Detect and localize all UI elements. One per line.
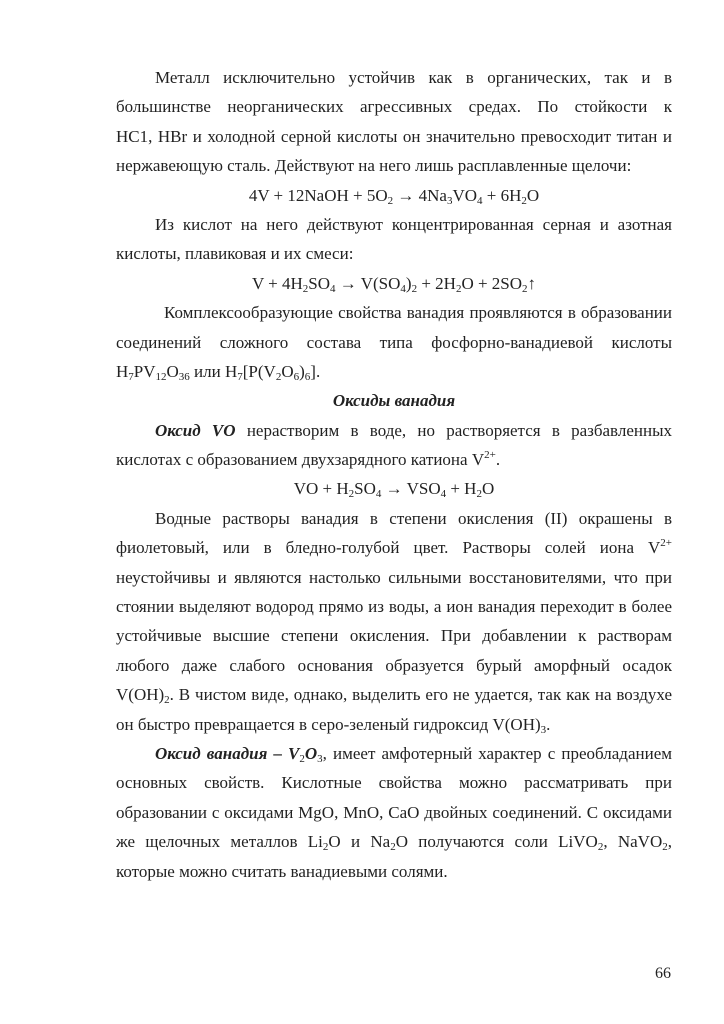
text-segment: [P(V <box>242 361 276 381</box>
text-line <box>116 416 672 445</box>
subscript: 4 <box>330 282 336 295</box>
text-line <box>116 680 672 709</box>
text-segment: V + 4H <box>251 273 303 293</box>
text-line <box>116 857 672 886</box>
subscript: 2 <box>662 841 668 854</box>
subscript: 4 <box>477 194 483 207</box>
text-segment: O + 2SO <box>461 273 523 293</box>
subscript: 2 <box>521 194 527 207</box>
page-number: 66 <box>655 965 671 982</box>
text-segment: , <box>667 832 672 852</box>
text-line <box>116 621 672 650</box>
text-line <box>116 357 672 386</box>
text-line <box>116 151 672 180</box>
subscript: 2 <box>387 194 394 207</box>
text-segment: он быстро превращается в серо-зеленый гидроксид V(OH) <box>116 714 541 734</box>
subscript: 12 <box>155 370 167 383</box>
text-segment: → VSO <box>381 479 441 499</box>
subscript: 2 <box>597 841 604 854</box>
subscript: 3 <box>446 194 453 207</box>
subscript: 2 <box>455 282 462 295</box>
text-segment: устойчивые высшие степени окисления. При добавлении к растворам <box>116 626 672 646</box>
text-segment: соединений сложного состава типа фосфорно-ванадиевой кислоты <box>116 332 672 352</box>
text-line <box>116 827 672 856</box>
text-segment: . В чистом виде, однако, выделить его не удается, так как на воздухе <box>169 685 672 705</box>
centered-line <box>116 181 672 210</box>
text-segment: O <box>281 361 294 381</box>
text-segment: H <box>116 361 129 381</box>
text-segment: SO <box>308 273 331 293</box>
text-segment: + H <box>446 479 477 499</box>
text-segment: VO + H <box>293 479 349 499</box>
text-line <box>116 239 672 268</box>
text-line <box>116 63 672 92</box>
subscript: 7 <box>237 370 243 383</box>
text-segment: O <box>481 479 495 499</box>
text-segment: фиолетовый, или в бледно-голубой цвет. Растворы солей иона V <box>116 538 661 558</box>
text-segment: O и Na <box>328 832 391 852</box>
text-line <box>116 298 672 327</box>
text-line <box>116 504 672 533</box>
text-segment: V(OH) <box>116 685 165 705</box>
text-segment: VO <box>452 185 478 205</box>
subscript: 4 <box>400 282 406 295</box>
text-segment: + 2H <box>417 273 456 293</box>
text-line <box>116 328 672 357</box>
subscript: 3 <box>317 752 323 765</box>
text-line <box>116 768 672 797</box>
text-segment: 4V + 12NaOH + 5O <box>248 185 388 205</box>
text-segment: нерастворим в воде, но растворяется в разбавленных <box>235 420 672 440</box>
text-segment: , имеет амфотерный характер с преобладанием <box>322 743 672 763</box>
document-body <box>116 63 672 886</box>
subscript: 2 <box>322 841 329 854</box>
centered-line <box>116 269 672 298</box>
subscript: 2 <box>275 370 282 383</box>
centered-line <box>116 474 672 503</box>
text-segment: ) <box>405 273 412 293</box>
subscript: 2 <box>164 694 170 707</box>
text-segment: + 6H <box>482 185 522 205</box>
text-segment: HC1, HBr и холодной серной кислоты он значительно превосходит титан и <box>116 126 672 146</box>
subscript: 2 <box>522 282 528 295</box>
text-line <box>116 710 672 739</box>
subscript: 2 <box>390 841 396 854</box>
text-segment: неустойчивы и являются настолько сильными восстановителями, что при <box>116 567 672 587</box>
emphasis-text: Оксид ванадия – V <box>155 743 300 763</box>
text-segment: O получаются соли LiVO <box>395 832 598 852</box>
text-line <box>116 592 672 621</box>
text-segment: Комплексообразующие свойства ванадия проявляются в образовании <box>164 303 672 323</box>
subscript: 36 <box>178 370 190 383</box>
text-segment: ]. <box>310 361 321 381</box>
text-segment: же щелочных металлов Li <box>116 832 323 852</box>
text-segment: SO <box>354 479 376 499</box>
text-line <box>116 210 672 239</box>
text-segment: ↑ <box>527 273 537 293</box>
subscript: 6 <box>293 370 300 383</box>
emphasis-text: O <box>304 743 318 763</box>
subscript: 4 <box>375 488 382 501</box>
text-segment: нержавеющую сталь. Действуют на него лишь расплавленные щелочи: <box>116 156 632 176</box>
text-segment: , NaVO <box>603 832 663 852</box>
subscript: 2 <box>411 282 418 295</box>
text-segment: . <box>495 450 501 470</box>
text-line <box>116 739 672 768</box>
text-segment: → 4Na <box>393 185 447 205</box>
subscript: 3 <box>540 723 547 736</box>
subscript: 7 <box>128 370 134 383</box>
text-line <box>116 563 672 592</box>
text-segment: кислоты, плавиковая и их смеси: <box>116 244 354 264</box>
text-segment: O <box>526 185 540 205</box>
text-line <box>116 533 672 562</box>
text-line <box>116 798 672 827</box>
text-segment: O <box>166 361 179 381</box>
text-segment: . <box>546 714 551 734</box>
text-segment: или H <box>189 361 238 381</box>
text-segment: образовании с оксидами MgO, MnO, CaO двойных соединений. С оксидами <box>116 802 672 822</box>
text-line <box>116 651 672 680</box>
text-line <box>116 92 672 121</box>
text-segment: которые можно считать ванадиевыми солями. <box>116 861 448 881</box>
text-segment: Металл исключительно устойчив как в органических, так и в <box>155 68 672 87</box>
text-line <box>116 122 672 151</box>
text-segment: стоянии выделяют водород прямо из воды, а ион ванадия переходит в более <box>116 597 672 617</box>
subscript: 2 <box>476 488 482 501</box>
centered-line <box>116 386 672 415</box>
subscript: 4 <box>440 488 447 501</box>
subscript: 2 <box>348 488 355 501</box>
superscript: 2+ <box>484 449 496 462</box>
text-segment: Из кислот на него действуют концентрированная серная и азотная <box>155 214 672 234</box>
text-segment: → V(SO <box>335 273 401 293</box>
subscript: 2 <box>299 752 305 765</box>
emphasis-text: Оксиды ванадия <box>332 391 456 411</box>
subscript: 6 <box>304 370 311 383</box>
text-line <box>116 445 672 474</box>
text-segment: PV <box>133 361 156 381</box>
text-segment: Водные растворы ванадия в степени окисления (II) окрашены в <box>155 508 672 528</box>
subscript: 2 <box>302 282 309 295</box>
text-segment: кислотах с образованием двухзарядного катиона V <box>116 450 485 470</box>
text-segment: большинстве неорганических агрессивных средах. По стойкости к <box>116 97 672 117</box>
text-segment: основных свойств. Кислотные свойства можно рассматривать при <box>116 773 672 793</box>
text-segment: ) <box>299 361 305 381</box>
emphasis-text: Оксид VO <box>155 420 236 440</box>
text-segment: любого даже слабого основания образуется бурый аморфный осадок <box>116 655 672 675</box>
superscript: 2+ <box>660 537 672 550</box>
